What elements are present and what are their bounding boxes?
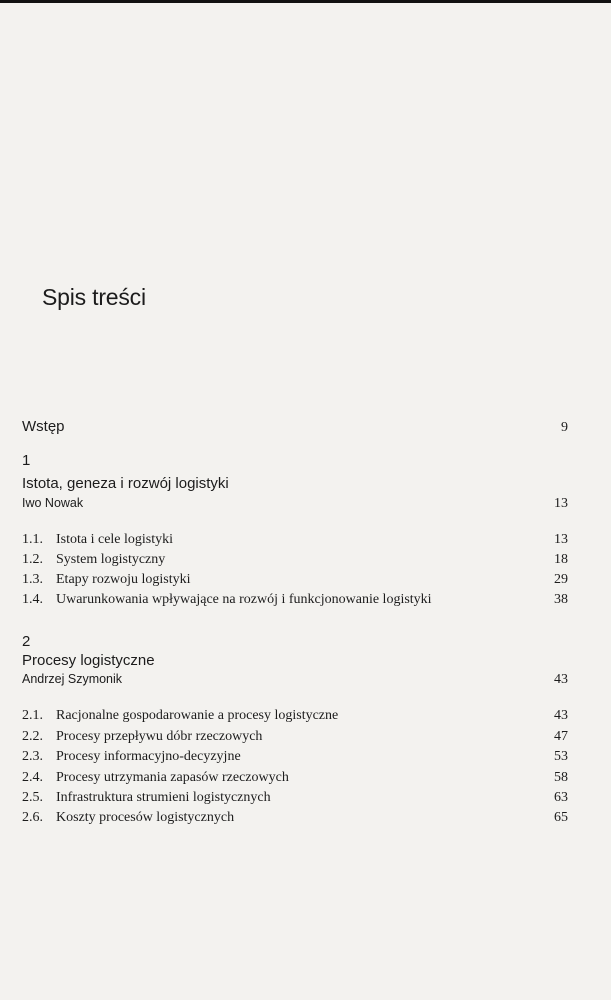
intro-label: Wstęp	[22, 418, 65, 435]
toc-section-entry[interactable]	[22, 729, 568, 745]
toc-title: Spis treści	[42, 284, 146, 310]
section-page: 29	[554, 572, 568, 587]
section-page: 53	[554, 749, 568, 764]
section-title: Procesy informacyjno-decyzyjne	[56, 749, 241, 764]
section-page: 58	[554, 770, 568, 785]
section-page: 65	[554, 810, 568, 825]
chapter-author: Iwo Nowak	[22, 496, 84, 510]
intro-page: 9	[561, 420, 568, 435]
chapter-number: 2	[22, 633, 31, 650]
section-number: 1.4.	[22, 592, 43, 607]
toc-section-entry[interactable]	[22, 749, 568, 765]
toc-section-entry[interactable]	[22, 790, 568, 806]
toc-section-entry[interactable]	[22, 592, 568, 608]
toc-section-entry[interactable]	[22, 532, 568, 548]
section-title: Koszty procesów logistycznych	[56, 810, 235, 825]
chapter-author-row	[22, 672, 568, 688]
toc-section-entry[interactable]	[22, 572, 568, 588]
toc-section-entry[interactable]	[22, 552, 568, 568]
section-title: Uwarunkowania wpływające na rozwój i funkcjonowanie logistyki	[56, 592, 432, 607]
section-page: 63	[554, 790, 568, 805]
section-title: System logistyczny	[56, 552, 166, 567]
toc-entry-intro[interactable]	[22, 418, 568, 436]
section-title: Etapy rozwoju logistyki	[56, 572, 191, 587]
section-title: Racjonalne gospodarowanie a procesy logistyczne	[56, 708, 339, 723]
section-number: 2.2.	[22, 729, 43, 744]
section-page: 38	[554, 592, 568, 607]
chapter-author: Andrzej Szymonik	[22, 672, 123, 686]
section-number: 1.1.	[22, 532, 43, 547]
chapter-title[interactable]: Procesy logistyczne	[22, 652, 155, 669]
section-title: Procesy przepływu dóbr rzeczowych	[56, 729, 263, 744]
chapter-author-row	[22, 496, 568, 512]
chapter-page: 43	[554, 672, 568, 687]
section-page: 43	[554, 708, 568, 723]
section-number: 2.3.	[22, 749, 43, 764]
toc-section-entry[interactable]	[22, 810, 568, 826]
section-title: Procesy utrzymania zapasów rzeczowych	[56, 770, 289, 785]
section-number: 1.3.	[22, 572, 43, 587]
section-page: 18	[554, 552, 568, 567]
section-title: Istota i cele logistyki	[56, 532, 174, 547]
chapter-title[interactable]: Istota, geneza i rozwój logistyki	[22, 475, 229, 492]
section-number: 2.6.	[22, 810, 43, 825]
toc-section-entry[interactable]	[22, 708, 568, 724]
section-number: 2.1.	[22, 708, 43, 723]
chapter-page: 13	[554, 496, 568, 511]
section-number: 1.2.	[22, 552, 43, 567]
chapter-number: 1	[22, 452, 31, 469]
page-top-edge	[0, 0, 611, 3]
section-page: 47	[554, 729, 568, 744]
section-page: 13	[554, 532, 568, 547]
section-title: Infrastruktura strumieni logistycznych	[56, 790, 271, 805]
toc-section-entry[interactable]	[22, 770, 568, 786]
section-number: 2.5.	[22, 790, 43, 805]
section-number: 2.4.	[22, 770, 43, 785]
